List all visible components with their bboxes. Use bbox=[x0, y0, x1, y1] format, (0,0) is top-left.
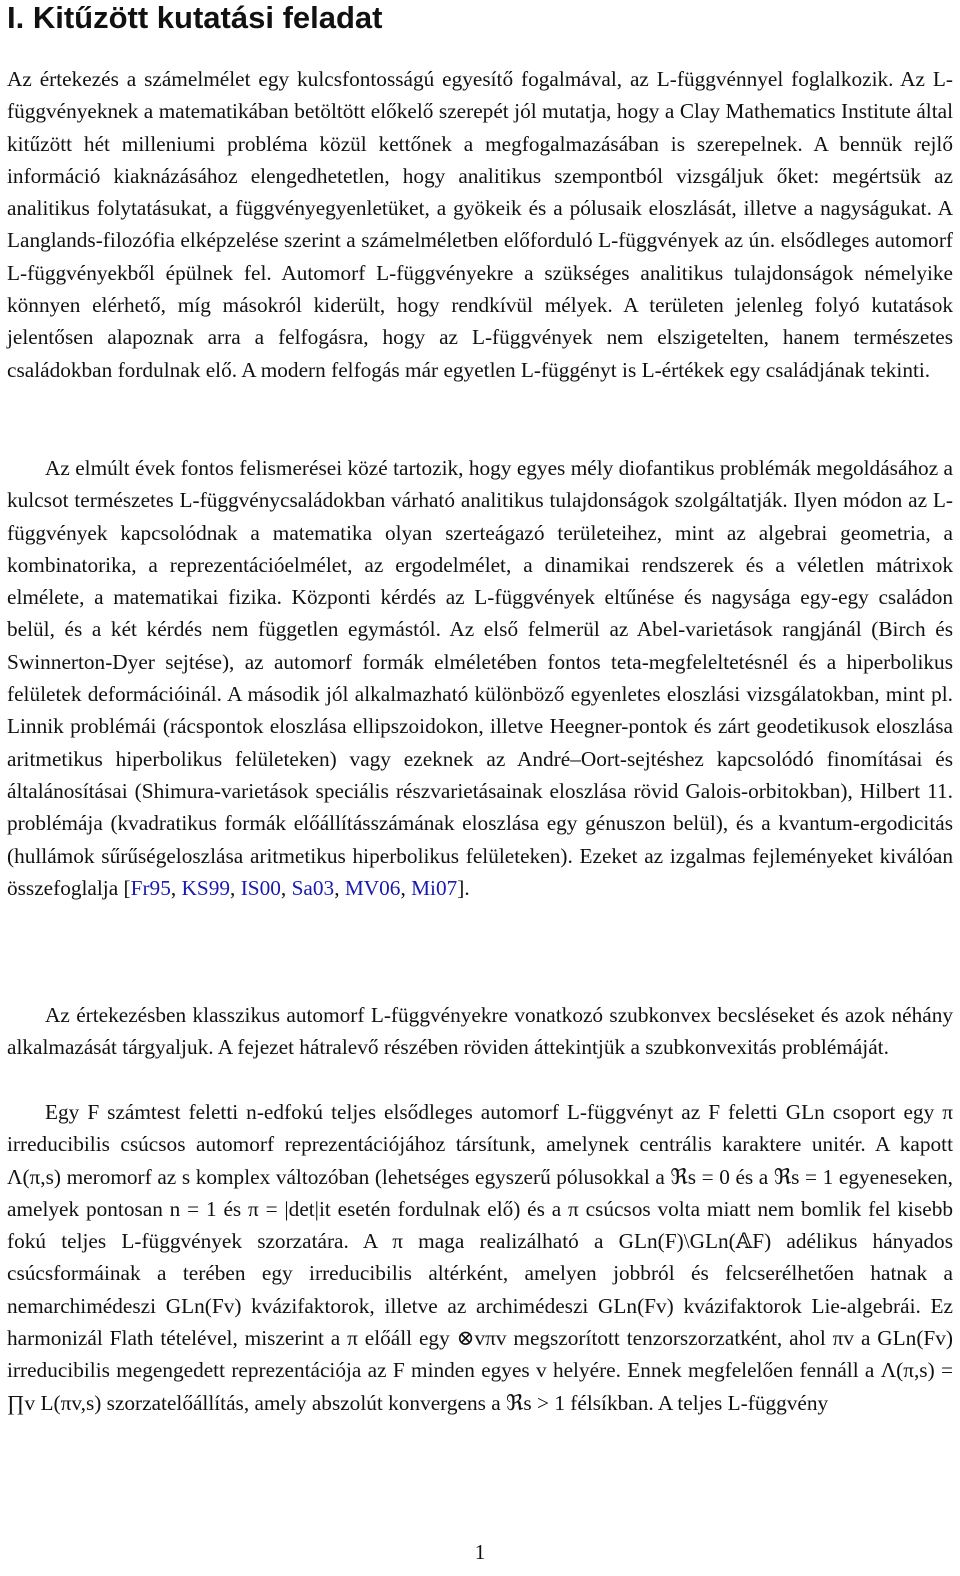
paragraph-4: Egy F számtest feletti n-edfokú teljes elsődleges automorf L-függvényt az F feletti GLn csoport egy π irreducibilis csúcsos automorf reprezentációjához társítunk, amelynek centrális karaktere unitér. A kapott Λ(π,s) meromorf az s komplex változóban (lehetséges egyszerű pólusokkal a ℜs = 0 és a ℜs = 1 egyeneseken, amelyek pontosan n = 1 és π = |det|it esetén fordulnak elő) és a π csúcsos volta miatt nem bomlik fel kisebb fokú teljes L-függvények szorzatára. A π maga realizálható a GLn(F)\GLn(𝔸F) adélikus hányados csúcsformáinak a terében egy irreducibilis altérként, amelyen jobbról és felcserélhetően hatnak a nemarchimédeszi GLn(Fv) kvázifaktorok, illetve az archimédeszi GLn(Fv) kvázifaktorok Lie-algebrái. Ez harmonizál Flath tételével, miszerint a π előáll egy ⊗vπv megszorított tenzorszorzatként, ahol πv a GLn(Fv) irreducibilis megengedett reprezentációja az F minden egyes v helyére. Ennek megfelelően fennáll a Λ(π,s) = ∏v L(πv,s) szorzatelőállítás, amely abszolút konvergens a ℜs > 1 félsíkban. A teljes L-függvény bbox=[7, 1100, 953, 1415]
paragraph-3: Az értekezésben klasszikus automorf L-függvényekre vonatkozó szubkonvex becsléseket és azok néhány alkalmazását tárgyaljuk. A fejezet hátralevő részében röviden áttekintjük a szubkonvexitás problémáját. bbox=[7, 1003, 953, 1060]
citation-link[interactable]: KS99 bbox=[181, 875, 231, 900]
page-number: 1 bbox=[474, 1540, 486, 1564]
citation-link[interactable]: Sa03 bbox=[291, 875, 335, 900]
paragraph-1: Az értekezés a számelmélet egy kulcsfontosságú egyesítő fogalmával, az L-függvénnyel foglalkozik. Az L-függvényeknek a matematikában betöltött előkelő szerepét jól mutatja, hogy a Clay Mathematics Institute által kitűzött hét milleniumi probléma közül kettőnek a megfogalmazásában is szerepelnek. A bennük rejlő információ kiaknázásához elengedhetetlen, hogy analitikus szempontból vizsgáljuk őket: megértsük az analitikus folytatásukat, a függvényegyenletüket, a gyökeik és a pólusaik eloszlását, illetve a nagyságukat. A Langlands-filozófia elképzelése szerint a számelméletben előforduló L-függvények az ún. elsődleges automorf L-függvényekből épülnek fel. Automorf L-függvényekre a szükséges analitikus tulajdonságok némelyike könnyen elérhető, míg másokról kiderült, hogy rendkívül mélyek. A területen jelenleg folyó kutatások jelentősen alapoznak arra a felfogásra, hogy az L-függvények nem elszigetelten, hanem természetes családokban fordulnak elő. A modern felfogás már egyetlen L-függényt is L-értékek egy családjának tekinti. bbox=[7, 67, 953, 382]
citation-link[interactable]: IS00 bbox=[240, 875, 281, 900]
section-title: I. Kitűzött kutatási feladat bbox=[7, 0, 383, 35]
paragraph-2: Az elmúlt évek fontos felismerései közé tartozik, hogy egyes mély diofantikus problémák megoldásához a kulcsot természetes L-függvénycsaládokban várható analitikus tulajdonságok szolgáltatják. Ilyen módon az L-függvények kapcsolódnak a matematika olyan szerteágazó területeihez, mint az algebrai geometria, a kombinatorika, a reprezentációelmélet, az ergodelmélet, a dinamikai rendszerek és a véletlen mátrixok elmélete, a matematikai fizika. Központi kérdés az L-függvények eltűnése és nagysága egy-egy családon belül, és a két kérdés nem független egymástól. Az első felmerül az Abel-varietások rangjánál (Birch és Swinnerton-Dyer sejtése), az automorf formák elméletében fontos teta-megfeleltetésnél és a hiperbolikus felületek deformációinál. A második jól alkalmazható különböző egyenletes eloszlási vizsgálatokban, mint pl. Linnik problémái (rácspontok eloszlása ellipszoidokon, illetve Heegner-pontok és zárt geodetikusok eloszlása aritmetikus hiperbolikus felületeken) vagy ezeknek az André–Oort-sejtéshez kapcsolódó finomításai és általánosításai (Shimura-varietások speciális részvarietásainak eloszlása rövid Galois-orbitokban), Hilbert 11. problémája (kvadratikus formák előállításszámának eloszlása egy génuszon belül), és a kvantum-ergodicitás (hullámok sűrűségeloszlása aritmetikus hiperbolikus felületeken). Ezeket az izgalmas fejleményeket kiválóan összefoglalja [Fr95, KS99, IS00, Sa03, MV06, Mi07]. bbox=[7, 456, 953, 900]
citation-link[interactable]: Mi07 bbox=[411, 875, 458, 900]
citation-link[interactable]: Fr95 bbox=[130, 875, 171, 900]
paragraph-2-text: Az elmúlt évek fontos felismerései közé tartozik, hogy egyes mély diofantikus problémák megoldásához a kulcsot természetes L-függvénycsaládokban várható analitikus tulajdonságok szolgáltatják. Ilyen módon az L-függvények kapcsolódnak a matematika olyan szerteágazó területeihez, mint az algebrai geometria, a kombinatorika, a reprezentációelmélet, az ergodelmélet, a dinamikai rendszerek és a véletlen mátrixok elmélete, a matematikai fizika. Központi kérdés az L-függvények eltűnése és nagysága egy-egy családon belül, és a két kérdés nem független egymástól. Az első felmerül az Abel-varietások rangjánál (Birch és Swinnerton-Dyer sejtése), az automorf formák elméletében fontos teta-megfeleltetésnél és a hiperbolikus felületek deformációinál. A második jól alkalmazható különböző egyenletes eloszlási vizsgálatokban, mint pl. Linnik problémái (rácspontok eloszlása ellipszoidokon, illetve Heegner-pontok és zárt geodetikusok eloszlása aritmetikus hiperbolikus felületeken) vagy ezeknek az André–Oort-sejtéshez kapcsolódó finomításai és általánosításai (Shimura-varietások speciális részvarietásainak eloszlása rövid Galois-orbitokban), Hilbert 11. problémája (kvadratikus formák előállításszámának eloszlása egy génuszon belül), és a kvantum-ergodicitás (hullámok sűrűségeloszlása aritmetikus hiperbolikus felületeken). Ezeket az izgalmas fejleményeket kiválóan összefoglalja bbox=[7, 456, 953, 900]
citation-link[interactable]: MV06 bbox=[344, 875, 401, 900]
